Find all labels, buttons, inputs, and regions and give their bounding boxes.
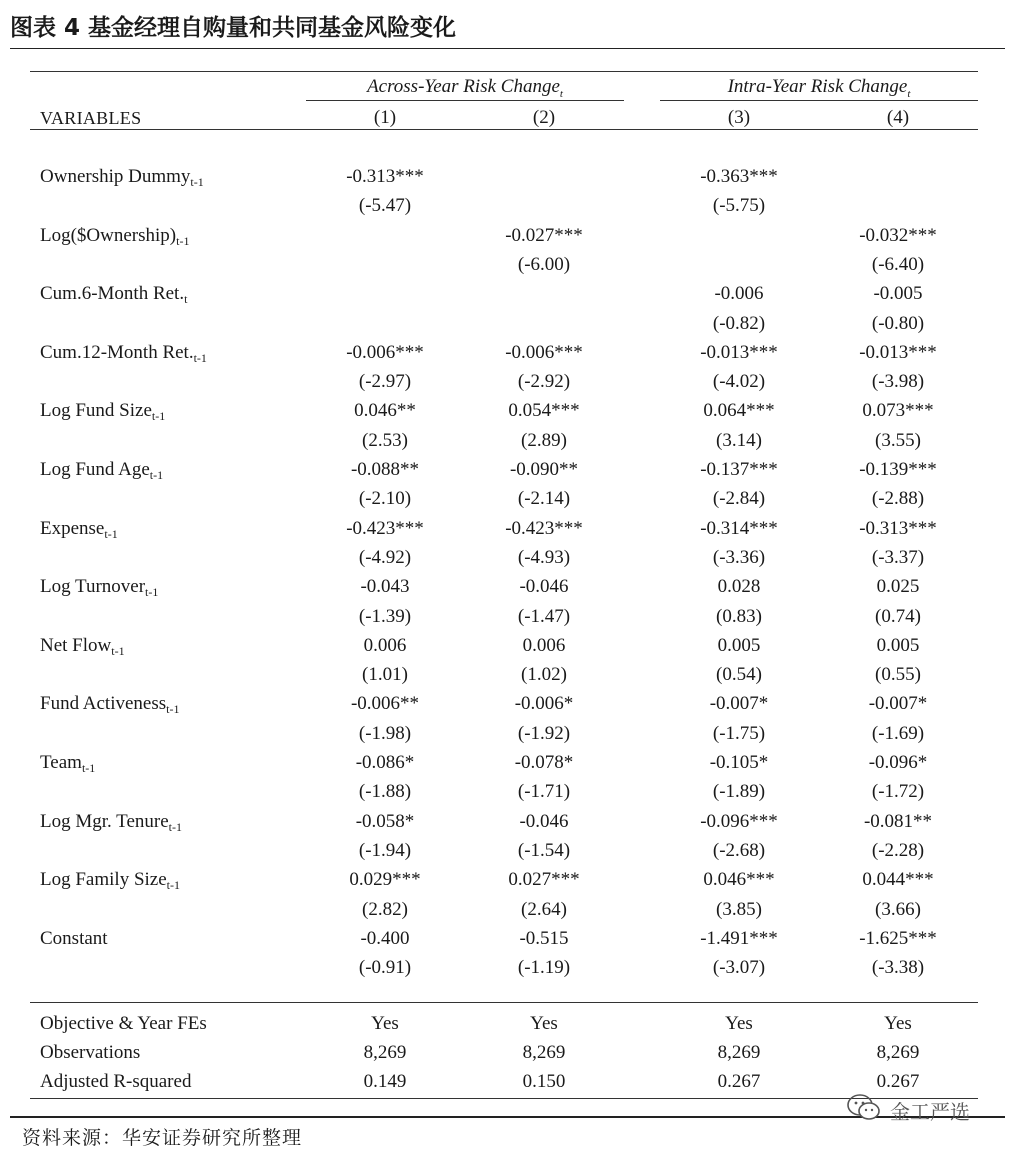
t-stat-cell: (3.14) <box>716 430 762 451</box>
t-stat-cell: (-2.28) <box>871 840 925 861</box>
coefficient-cell: -0.423*** <box>505 518 583 539</box>
table-row <box>0 689 1017 718</box>
figure-title: 图表 4 基金经理自购量和共同基金风险变化 <box>10 8 1005 49</box>
column-header-2: (2) <box>532 107 556 128</box>
stats-row <box>0 1009 1017 1038</box>
table-row-tstat <box>0 309 1017 338</box>
column-header-3: (3) <box>727 107 751 128</box>
t-stat-cell: (-1.88) <box>358 781 412 802</box>
table-row-tstat <box>0 484 1017 513</box>
coefficient-cell: -0.006** <box>350 693 420 714</box>
stats-cell: Yes <box>371 1013 399 1034</box>
coefficient-cell: -0.006* <box>514 693 574 714</box>
coefficient-cell: -0.313*** <box>346 166 424 187</box>
t-stat-cell: (-3.38) <box>871 957 925 978</box>
coefficient-cell: 0.028 <box>717 576 761 597</box>
coefficient-cell: -0.027*** <box>505 225 583 246</box>
coefficient-cell: -0.137*** <box>700 459 778 480</box>
t-stat-cell: (-2.14) <box>517 488 571 509</box>
stats-cell: Yes <box>884 1013 912 1034</box>
variables-header: VARIABLES <box>40 108 142 128</box>
table-row <box>0 514 1017 543</box>
coefficient-cell: -0.088** <box>350 459 420 480</box>
t-stat-cell: (-4.92) <box>358 547 412 568</box>
table-bottom-rule <box>30 1098 978 1099</box>
stats-rule <box>30 1002 978 1003</box>
variable-subscript: t-1 <box>149 468 164 482</box>
t-stat-cell: (0.74) <box>875 606 921 627</box>
coefficient-cell: 0.005 <box>717 635 761 656</box>
coefficient-cell: -0.007* <box>709 693 769 714</box>
variable-name: Constant <box>40 928 108 949</box>
coefficient-cell: -0.139*** <box>859 459 937 480</box>
table-row <box>0 572 1017 601</box>
intra-header-text: Intra-Year Risk Change <box>727 76 908 97</box>
table-row <box>0 455 1017 484</box>
table-row-tstat <box>0 836 1017 865</box>
column-header-4: (4) <box>886 107 910 128</box>
coefficient-cell: -0.086* <box>355 752 415 773</box>
coefficient-cell: 0.006 <box>363 635 407 656</box>
stats-cell: 0.267 <box>717 1071 761 1092</box>
t-stat-cell: (-1.71) <box>517 781 571 802</box>
stats-cell: 8,269 <box>876 1042 920 1063</box>
t-stat-cell: (-0.80) <box>871 313 925 334</box>
coefficient-cell: -0.006 <box>714 283 764 304</box>
t-stat-cell: (1.02) <box>521 664 567 685</box>
t-stat-cell: (-2.68) <box>712 840 766 861</box>
group-header-across <box>306 76 624 98</box>
variable-subscript: t-1 <box>104 527 118 541</box>
variable-subscript: t-1 <box>81 761 96 775</box>
variable-subscript: t <box>184 292 188 306</box>
t-stat-cell: (-2.10) <box>358 488 412 509</box>
stats-cell: 8,269 <box>522 1042 566 1063</box>
coefficient-cell: -0.363*** <box>700 166 778 187</box>
table-row <box>0 338 1017 367</box>
t-stat-cell: (-0.82) <box>712 313 766 334</box>
table-row <box>0 396 1017 425</box>
t-stat-cell: (-1.94) <box>358 840 412 861</box>
t-stat-cell: (-4.93) <box>517 547 571 568</box>
t-stat-cell: (-2.84) <box>712 488 766 509</box>
t-stat-cell: (-3.37) <box>871 547 925 568</box>
coefficient-cell: -0.314*** <box>700 518 778 539</box>
variable-name: Net Flow <box>40 635 112 656</box>
variable-subscript: t-1 <box>168 820 183 834</box>
t-stat-cell: (2.82) <box>362 899 408 920</box>
stats-cell: 8,269 <box>717 1042 761 1063</box>
variable-name: Team <box>40 752 82 773</box>
t-stat-cell: (-1.47) <box>517 606 571 627</box>
watermark <box>846 1093 970 1127</box>
coefficient-cell: -0.005 <box>873 283 923 304</box>
table-row-tstat <box>0 426 1017 455</box>
stats-cell: 8,269 <box>363 1042 407 1063</box>
table-row-tstat <box>0 250 1017 279</box>
t-stat-cell: (-1.75) <box>712 723 766 744</box>
t-stat-cell: (-1.54) <box>517 840 571 861</box>
coefficient-cell: -1.491*** <box>700 928 778 949</box>
table-row-tstat <box>0 602 1017 631</box>
t-stat-cell: (-5.47) <box>358 195 412 216</box>
t-stat-cell: (-1.19) <box>517 957 571 978</box>
table-row-tstat <box>0 191 1017 220</box>
table-row-tstat <box>0 895 1017 924</box>
variable-subscript: t-1 <box>193 351 207 365</box>
t-stat-cell: (-1.39) <box>358 606 412 627</box>
coefficient-cell: -0.013*** <box>700 342 778 363</box>
coefficient-cell: -0.096* <box>868 752 928 773</box>
t-stat-cell: (-3.07) <box>712 957 766 978</box>
coefficient-cell: -0.078* <box>514 752 574 773</box>
table-row <box>0 279 1017 308</box>
coefficient-cell: 0.046** <box>354 400 416 421</box>
intra-underline <box>660 100 978 101</box>
coefficient-cell: -0.013*** <box>859 342 937 363</box>
across-header-subscript: t <box>559 87 563 100</box>
variable-subscript: t-1 <box>190 175 204 189</box>
t-stat-cell: (1.01) <box>362 664 408 685</box>
t-stat-cell: (3.66) <box>875 899 921 920</box>
table-row <box>0 924 1017 953</box>
coefficient-cell: -0.058* <box>355 811 415 832</box>
coefficient-cell: -0.515 <box>519 928 569 949</box>
t-stat-cell: (2.89) <box>521 430 567 451</box>
t-stat-cell: (-6.40) <box>871 254 925 275</box>
variable-name: Cum.12-Month Ret. <box>40 342 194 363</box>
stats-label: Objective & Year FEs <box>40 1013 207 1034</box>
stats-cell: Yes <box>725 1013 753 1034</box>
coefficient-cell: 0.064*** <box>703 400 775 421</box>
variable-subscript: t-1 <box>166 878 180 892</box>
coefficient-cell: 0.029*** <box>349 869 421 890</box>
across-header-text: Across-Year Risk Change <box>367 76 560 97</box>
t-stat-cell: (-4.02) <box>712 371 766 392</box>
table-row <box>0 221 1017 250</box>
table-row-tstat <box>0 367 1017 396</box>
coefficient-cell: -0.105* <box>709 752 769 773</box>
table-row-tstat <box>0 777 1017 806</box>
coefficient-cell: 0.006 <box>522 635 566 656</box>
t-stat-cell: (-1.98) <box>358 723 412 744</box>
stats-label: Adjusted R-squared <box>40 1071 192 1092</box>
coefficient-cell: 0.027*** <box>508 869 580 890</box>
table-top-rule <box>30 71 978 72</box>
variable-name: Log Fund Age <box>40 459 150 480</box>
across-underline <box>306 100 624 101</box>
variable-subscript: t-1 <box>176 234 190 248</box>
coefficient-cell: 0.046*** <box>703 869 775 890</box>
t-stat-cell: (-6.00) <box>517 254 571 275</box>
table-row-tstat <box>0 543 1017 572</box>
coefficient-cell: -0.006*** <box>505 342 583 363</box>
header-rule <box>30 129 978 130</box>
coefficient-cell: 0.073*** <box>862 400 934 421</box>
variable-name: Log Family Size <box>40 869 167 890</box>
table-row-tstat <box>0 953 1017 982</box>
t-stat-cell: (-5.75) <box>712 195 766 216</box>
variable-name: Log Mgr. Tenure <box>40 811 169 832</box>
coefficient-cell: -0.423*** <box>346 518 424 539</box>
t-stat-cell: (-0.91) <box>358 957 412 978</box>
coefficient-cell: -0.007* <box>868 693 928 714</box>
table-row <box>0 631 1017 660</box>
coefficient-cell: -0.096*** <box>700 811 778 832</box>
coefficient-cell: -0.046 <box>519 811 569 832</box>
variable-subscript: t-1 <box>166 702 180 716</box>
variable-name: Log Turnover <box>40 576 146 597</box>
t-stat-cell: (-1.69) <box>871 723 925 744</box>
t-stat-cell: (-1.72) <box>871 781 925 802</box>
t-stat-cell: (-1.92) <box>517 723 571 744</box>
variable-subscript: t-1 <box>111 644 125 658</box>
variable-name: Log($Ownership) <box>40 225 177 246</box>
variable-name: Ownership Dummy <box>40 166 191 187</box>
t-stat-cell: (-3.98) <box>871 371 925 392</box>
t-stat-cell: (-3.36) <box>712 547 766 568</box>
coefficient-cell: -0.046 <box>519 576 569 597</box>
wechat-icon <box>846 1093 890 1128</box>
coefficient-cell: -0.400 <box>360 928 410 949</box>
stats-cell: Yes <box>530 1013 558 1034</box>
stats-row <box>0 1038 1017 1067</box>
variable-subscript: t-1 <box>145 585 159 599</box>
coefficient-cell: -1.625*** <box>859 928 937 949</box>
table-row-tstat <box>0 719 1017 748</box>
t-stat-cell: (2.64) <box>521 899 567 920</box>
coefficient-cell: 0.005 <box>876 635 920 656</box>
coefficient-cell: -0.081** <box>863 811 933 832</box>
table-row-tstat <box>0 660 1017 689</box>
t-stat-cell: (3.85) <box>716 899 762 920</box>
intra-header-subscript: t <box>907 87 911 100</box>
coefficient-cell: -0.006*** <box>346 342 424 363</box>
coefficient-cell: 0.025 <box>876 576 920 597</box>
t-stat-cell: (-2.97) <box>358 371 412 392</box>
variable-name: Log Fund Size <box>40 400 152 421</box>
coefficient-cell: -0.032*** <box>859 225 937 246</box>
coefficient-cell: 0.044*** <box>862 869 934 890</box>
t-stat-cell: (2.53) <box>362 430 408 451</box>
table-row <box>0 807 1017 836</box>
coefficient-cell: -0.313*** <box>859 518 937 539</box>
variable-subscript: t-1 <box>151 409 166 423</box>
t-stat-cell: (-2.92) <box>517 371 571 392</box>
t-stat-cell: (0.83) <box>716 606 762 627</box>
coefficient-cell: 0.054*** <box>508 400 580 421</box>
group-header-intra <box>660 76 978 98</box>
stats-cell: 0.149 <box>363 1071 407 1092</box>
coefficient-cell: -0.090** <box>509 459 579 480</box>
variable-name: Cum.6-Month Ret. <box>40 283 185 304</box>
watermark-text: 金工严选 <box>890 1099 970 1124</box>
t-stat-cell: (0.55) <box>875 664 921 685</box>
stats-cell: 0.150 <box>522 1071 566 1092</box>
source-note: 资料来源：华安证券研究所整理 <box>22 1127 303 1149</box>
table-row <box>0 865 1017 894</box>
t-stat-cell: (0.54) <box>716 664 762 685</box>
variable-name: Expense <box>40 518 105 539</box>
stats-cell: 0.267 <box>876 1071 920 1092</box>
variable-name: Fund Activeness <box>40 693 167 714</box>
stats-label: Observations <box>40 1042 141 1063</box>
t-stat-cell: (-2.88) <box>871 488 925 509</box>
table-row <box>0 748 1017 777</box>
column-header-1: (1) <box>373 107 397 128</box>
coefficient-cell: -0.043 <box>360 576 410 597</box>
t-stat-cell: (-1.89) <box>712 781 766 802</box>
t-stat-cell: (3.55) <box>875 430 921 451</box>
table-row <box>0 162 1017 191</box>
